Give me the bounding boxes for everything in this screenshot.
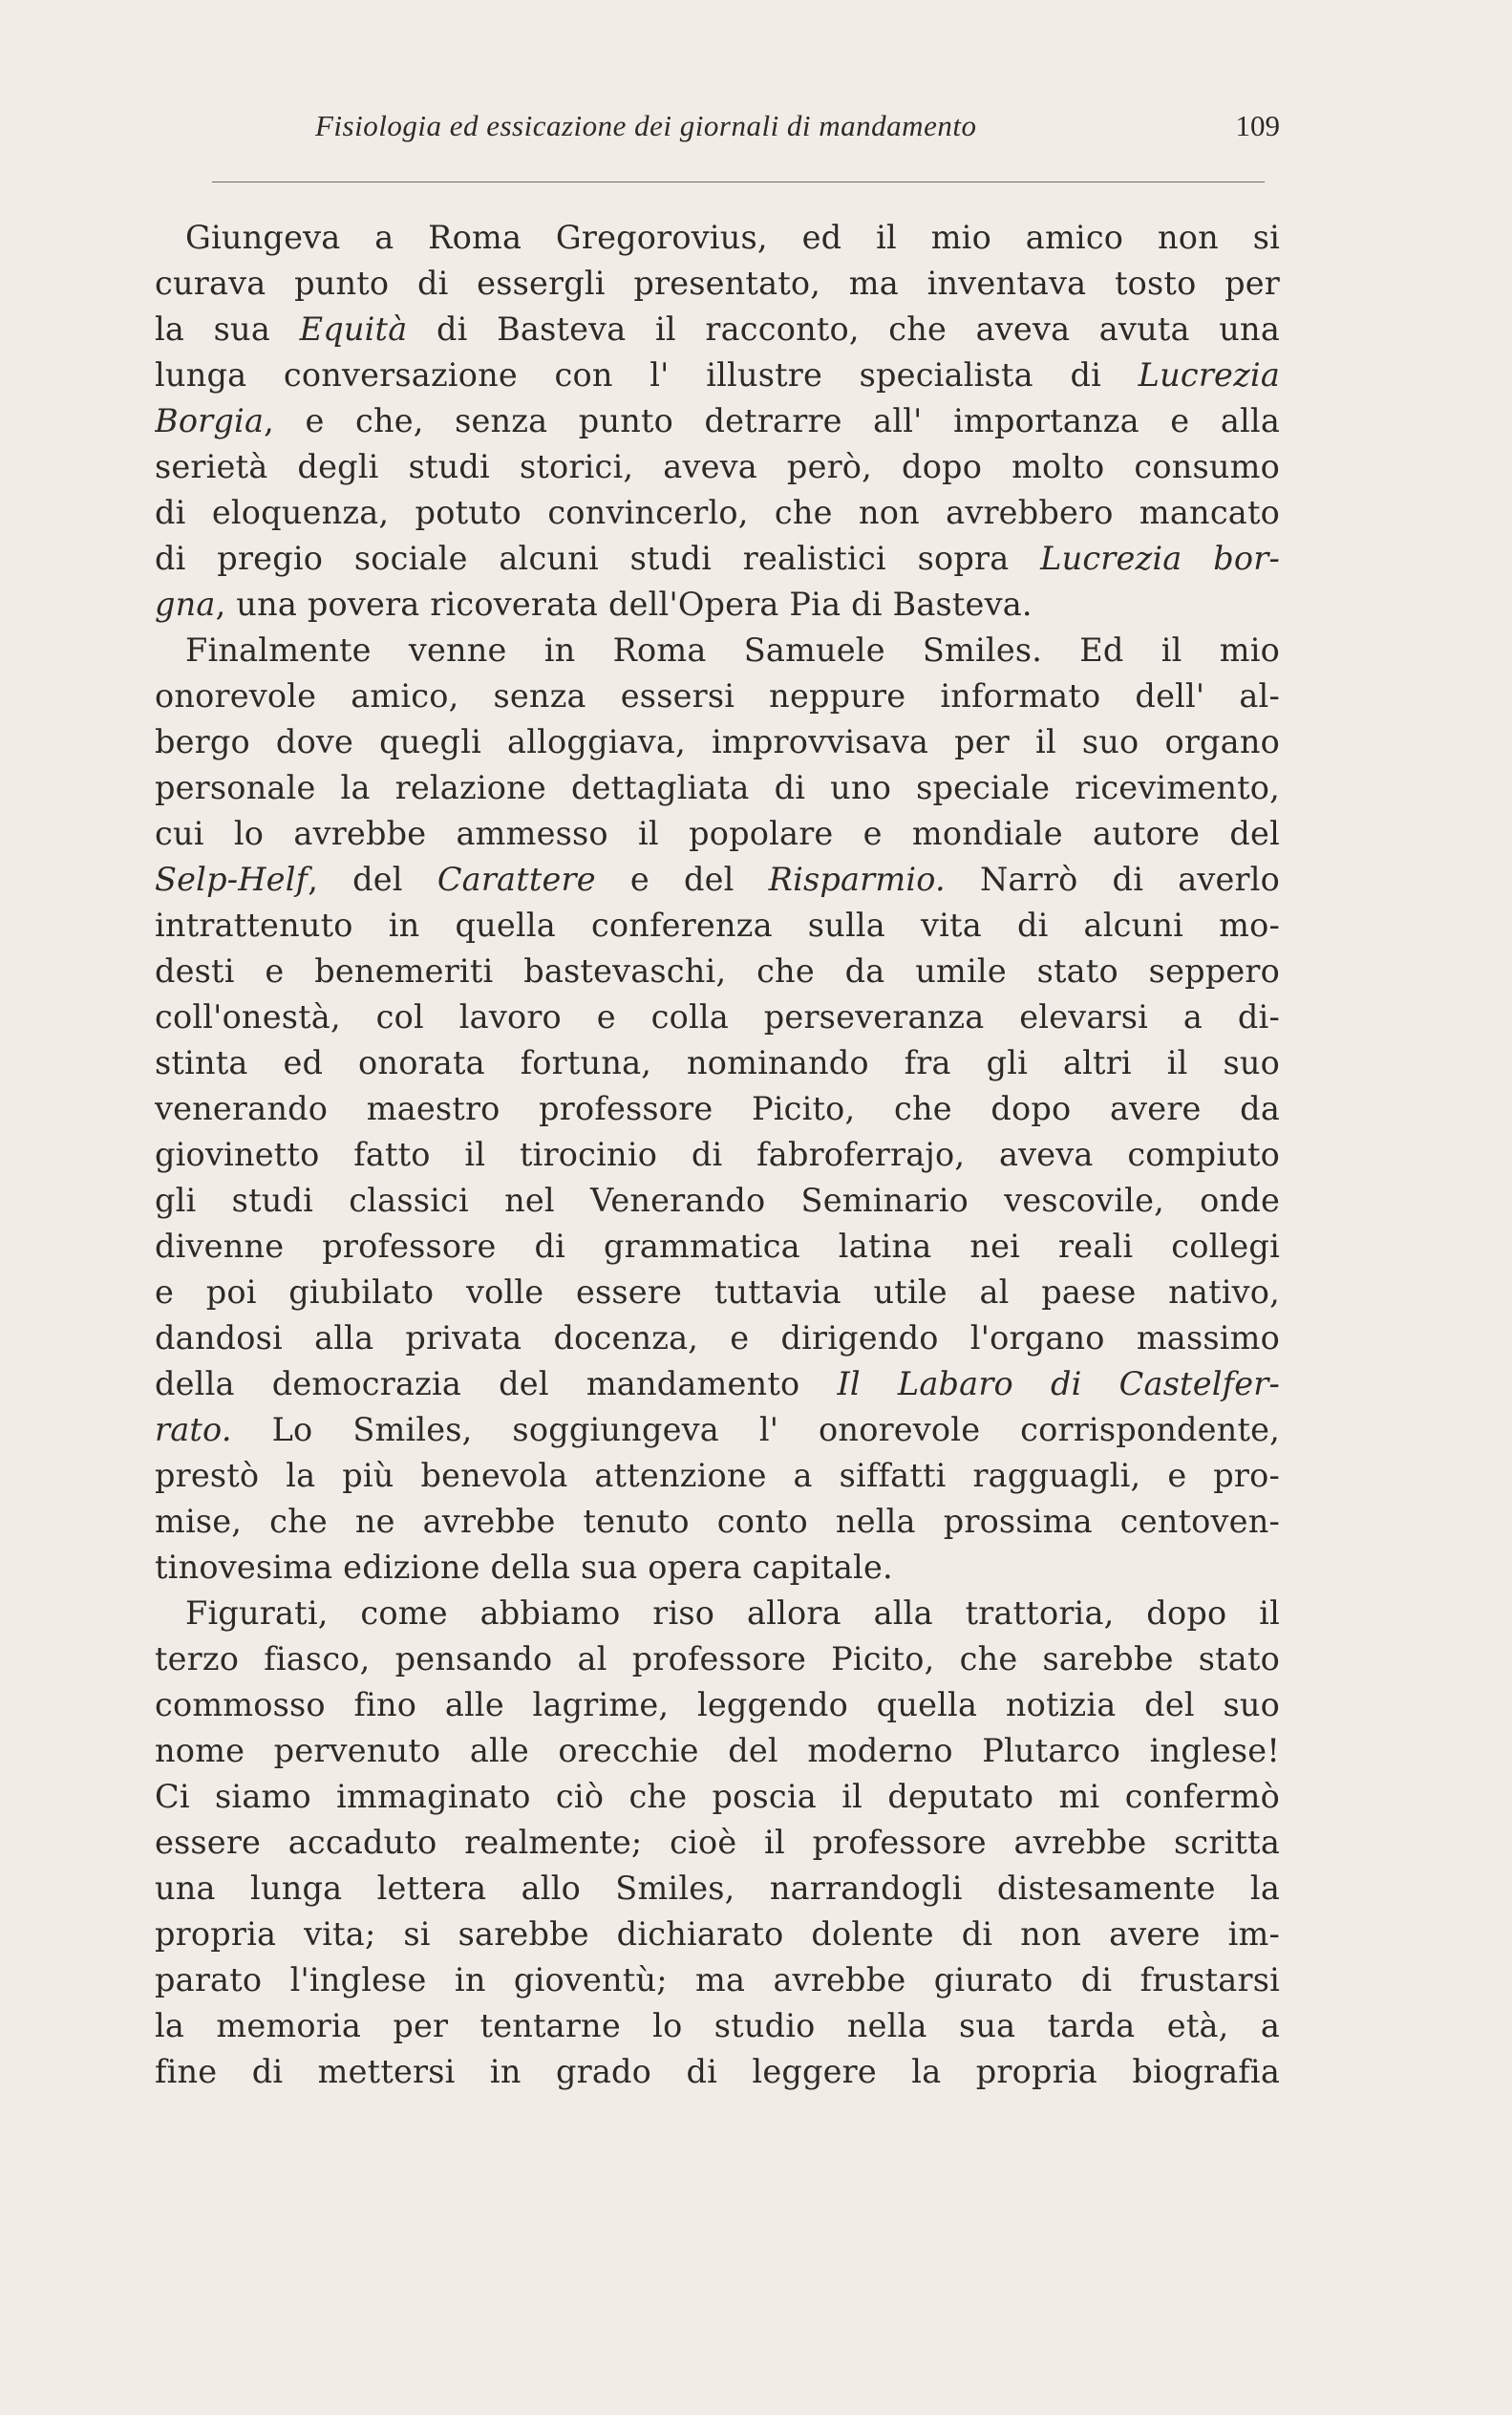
text-line bbox=[155, 1132, 1280, 1178]
text-run: gli studi classici nel Venerando Seminario vescovile, onde bbox=[155, 1182, 1280, 1219]
text-run: e del bbox=[595, 861, 769, 898]
text-line bbox=[155, 1407, 1280, 1453]
text-line bbox=[155, 1545, 1280, 1591]
italic-run: Risparmio. bbox=[768, 861, 946, 898]
italic-run: Borgia bbox=[155, 402, 265, 439]
text-run: curava punto di essergli presentato, ma inventava tosto per bbox=[155, 265, 1280, 302]
text-line bbox=[155, 444, 1280, 490]
text-line bbox=[155, 261, 1280, 307]
text-run: coll'onestà, col lavoro e colla perseveranza elevarsi a di- bbox=[155, 998, 1280, 1036]
text-line bbox=[155, 582, 1280, 628]
text-line bbox=[155, 1178, 1280, 1224]
text-run: , una povera ricoverata dell'Opera Pia di Basteva. bbox=[215, 586, 1033, 623]
text-run: parato l'inglese in gioventù; ma avrebbe giurato di frustarsi bbox=[155, 1961, 1280, 1998]
text-run: la memoria per tentarne lo studio nella sua tarda età, a bbox=[155, 2007, 1280, 2044]
text-line bbox=[155, 2003, 1280, 2049]
text-line bbox=[155, 1086, 1280, 1132]
italic-run: Il Labaro di Castelfer- bbox=[837, 1365, 1280, 1402]
text-line bbox=[155, 628, 1280, 673]
text-line bbox=[155, 307, 1280, 353]
text-line bbox=[155, 1453, 1280, 1499]
text-run: intrattenuto in quella conferenza sulla vita di alcuni mo- bbox=[155, 907, 1280, 944]
text-run: nome pervenuto alle orecchie del moderno Plutarco inglese! bbox=[155, 1732, 1280, 1769]
text-run: fine di mettersi in grado di leggere la propria biografia bbox=[155, 2053, 1280, 2090]
text-line bbox=[155, 490, 1280, 536]
text-line bbox=[155, 1270, 1280, 1315]
text-run: divenne professore di grammatica latina nei reali collegi bbox=[155, 1228, 1280, 1265]
text-run: una lunga lettera allo Smiles, narrandogli distesamente la bbox=[155, 1870, 1280, 1907]
body-text bbox=[155, 215, 1280, 2095]
text-run: Figurati, come abbiamo riso allora alla trattoria, dopo il bbox=[185, 1594, 1280, 1632]
text-run: dandosi alla privata docenza, e dirigendo l'organo massimo bbox=[155, 1319, 1280, 1357]
text-line bbox=[155, 2049, 1280, 2095]
text-run: di eloquenza, potuto convincerlo, che non avrebbero mancato bbox=[155, 494, 1280, 531]
text-run: terzo fiasco, pensando al professore Picito, che sarebbe stato bbox=[155, 1640, 1280, 1678]
italic-run: Lucrezia bbox=[1138, 356, 1280, 394]
text-line bbox=[155, 1820, 1280, 1866]
text-run: giovinetto fatto il tirocinio di fabroferrajo, aveva compiuto bbox=[155, 1136, 1280, 1173]
running-title: Fisiologia ed essicazione dei giornali di mandamento bbox=[315, 109, 977, 142]
text-run: bergo dove quegli alloggiava, improvvisava per il suo organo bbox=[155, 723, 1280, 760]
text-run: cui lo avrebbe ammesso il popolare e mondiale autore del bbox=[155, 815, 1280, 852]
text-line bbox=[155, 1636, 1280, 1682]
italic-run: rato. bbox=[155, 1411, 232, 1448]
text-run: prestò la più benevola attenzione a siffatti ragguagli, e pro- bbox=[155, 1457, 1280, 1494]
text-line bbox=[155, 353, 1280, 398]
running-head bbox=[155, 109, 1280, 157]
italic-run: Equità bbox=[299, 310, 408, 348]
text-line bbox=[155, 1912, 1280, 1957]
text-line bbox=[155, 811, 1280, 857]
text-line bbox=[155, 1866, 1280, 1912]
text-run: serietà degli studi storici, aveva però, dopo molto consumo bbox=[155, 448, 1280, 485]
text-line bbox=[155, 1224, 1280, 1270]
text-line bbox=[155, 1591, 1280, 1636]
text-run: , e che, senza punto detrarre all' importanza e alla bbox=[264, 402, 1280, 439]
text-run: propria vita; si sarebbe dichiarato dolente di non avere im- bbox=[155, 1915, 1280, 1953]
text-line bbox=[155, 1499, 1280, 1545]
text-run: di pregio sociale alcuni studi realistici sopra bbox=[155, 540, 1041, 577]
italic-run: Selp-Helf bbox=[155, 861, 309, 898]
text-run: onorevole amico, senza essersi neppure informato dell' al- bbox=[155, 677, 1280, 715]
text-run: Narrò di averlo bbox=[945, 861, 1280, 898]
text-line bbox=[155, 719, 1280, 765]
text-run: essere accaduto realmente; cioè il professore avrebbe scritta bbox=[155, 1824, 1280, 1861]
italic-run: gna bbox=[155, 586, 216, 623]
text-line bbox=[155, 857, 1280, 903]
text-run: lunga conversazione con l' illustre specialista di bbox=[155, 356, 1139, 394]
text-run: Lo Smiles, soggiungeva l' onorevole corrispondente, bbox=[231, 1411, 1280, 1448]
text-run: di Basteva il racconto, che aveva avuta una bbox=[407, 310, 1280, 348]
italic-run: Carattere bbox=[437, 861, 596, 898]
text-run: Finalmente venne in Roma Samuele Smiles. Ed il mio bbox=[185, 631, 1280, 669]
text-run: tinovesima edizione della sua opera capitale. bbox=[155, 1549, 893, 1586]
text-run: commosso fino alle lagrime, leggendo quella notizia del suo bbox=[155, 1686, 1280, 1723]
text-run: e poi giubilato volle essere tuttavia utile al paese nativo, bbox=[155, 1273, 1280, 1311]
text-line bbox=[155, 1774, 1280, 1820]
text-line bbox=[155, 765, 1280, 811]
text-run: Giungeva a Roma Gregorovius, ed il mio amico non si bbox=[185, 219, 1280, 256]
text-line bbox=[155, 1957, 1280, 2003]
text-run: venerando maestro professore Picito, che dopo avere da bbox=[155, 1090, 1280, 1127]
text-line bbox=[155, 1315, 1280, 1361]
text-run: la sua bbox=[155, 310, 300, 348]
italic-run: Lucrezia bor- bbox=[1040, 540, 1280, 577]
text-line bbox=[155, 398, 1280, 444]
text-run: desti e benemeriti bastevaschi, che da umile stato seppero bbox=[155, 952, 1280, 990]
text-line bbox=[155, 536, 1280, 582]
text-line bbox=[155, 1728, 1280, 1774]
text-line bbox=[155, 903, 1280, 949]
text-run: , del bbox=[308, 861, 437, 898]
text-line bbox=[155, 1682, 1280, 1728]
text-line bbox=[155, 1361, 1280, 1407]
page-number: 109 bbox=[1235, 109, 1280, 142]
text-run: della democrazia del mandamento bbox=[155, 1365, 838, 1402]
text-run: mise, che ne avrebbe tenuto conto nella prossima centoven- bbox=[155, 1503, 1280, 1540]
text-line bbox=[155, 1040, 1280, 1086]
text-run: Ci siamo immaginato ciò che poscia il deputato mi confermò bbox=[155, 1778, 1280, 1815]
text-line bbox=[155, 994, 1280, 1040]
text-run: stinta ed onorata fortuna, nominando fra gli altri il suo bbox=[155, 1044, 1280, 1081]
text-run: personale la relazione dettagliata di uno speciale ricevimento, bbox=[155, 769, 1280, 806]
text-line bbox=[155, 673, 1280, 719]
text-line bbox=[155, 215, 1280, 261]
text-line bbox=[155, 949, 1280, 994]
